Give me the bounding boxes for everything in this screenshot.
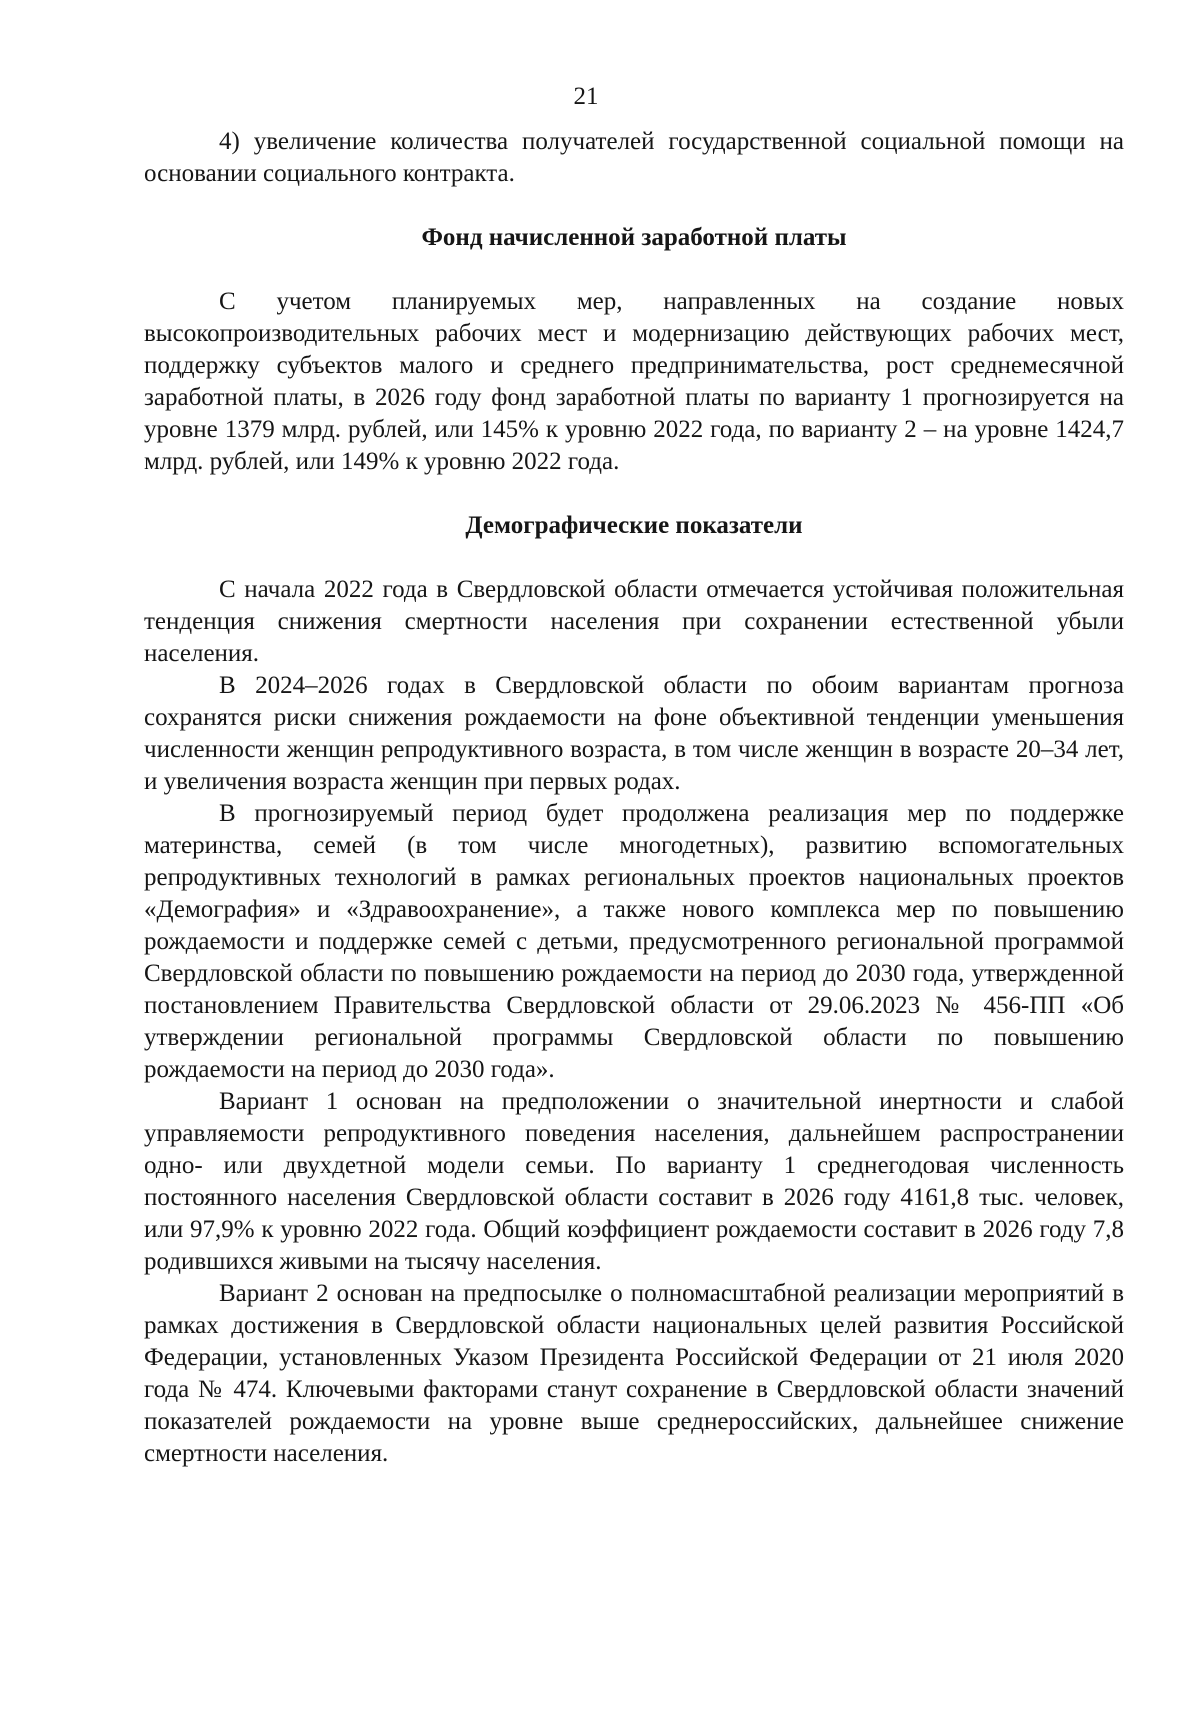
document-body xyxy=(144,126,1124,1470)
paragraph-demographics-4: Вариант 1 основан на предположении о значительной инертности и слабой управляемости репродуктивного поведения населения, дальнейшем распространении одно- или двухдетной модели семьи. По варианту 1 среднегодовая численность постоянного населения Свердловской области составит в 2026 году 4161,8 тыс. человек, или 97,9% к уровню 2022 года. Общий коэффициент рождаемости составит в 2026 году 7,8 родившихся живыми на тысячу населения. xyxy=(144,1088,1124,1275)
paragraph-demographics-2: В 2024–2026 годах в Свердловской области по обоим вариантам прогноза сохранятся риски снижения рождаемости на фоне объективной тенденции уменьшения численности женщин репродуктивного возраста, в том числе женщин в возрасте 20–34 лет, и увеличения возраста женщин при первых родах. xyxy=(144,672,1124,795)
paragraph-demographics-1: С начала 2022 года в Свердловской области отмечается устойчивая положительная тенденция снижения смертности населения при сохранении естественной убыли населения. xyxy=(144,576,1124,667)
intro-paragraph: 4) увеличение количества получателей государственной социальной помощи на основании социального контракта. xyxy=(144,128,1124,187)
section-heading-wage-fund: Фонд начисленной заработной платы xyxy=(421,224,847,251)
page-number: 21 xyxy=(573,83,599,110)
paragraph-demographics-3: В прогнозируемый период будет продолжена реализация мер по поддержке материнства, семей (в том числе многодетных), развитию вспомогательных репродуктивных технологий в рамках региональных проектов национальных проектов «Демография» и «Здравоохранение», а также нового комплекса мер по повышению рождаемости и поддержке семей с детьми, предусмотренного региональной программой Свердловской области по повышению рождаемости на период до 2030 года, утвержденной постановлением Правительства Свердловской области от 29.06.2023 № 456-ПП «Об утверждении региональной программы Свердловской области по повышению рождаемости на период до 2030 года». xyxy=(144,800,1124,1083)
paragraph-wage-fund: С учетом планируемых мер, направленных на создание новых высокопроизводительных рабочих мест и модернизацию действующих рабочих мест, поддержку субъектов малого и среднего предпринимательства, рост среднемесячной заработной платы, в 2026 году фонд заработной платы по варианту 1 прогнозируется на уровне 1379 млрд. рублей, или 145% к уровню 2022 года, по варианту 2 – на уровне 1424,7 млрд. рублей, или 149% к уровню 2022 года. xyxy=(144,288,1124,475)
paragraph-demographics-5: Вариант 2 основан на предпосылке о полномасштабной реализации мероприятий в рамках достижения в Свердловской области национальных целей развития Российской Федерации, установленных Указом Президента Российской Федерации от 21 июля 2020 года № 474. Ключевыми факторами станут сохранение в Свердловской области значений показателей рождаемости на уровне выше среднероссийских, дальнейшее снижение смертности населения. xyxy=(144,1280,1124,1467)
section-heading-demographics: Демографические показатели xyxy=(465,512,803,539)
